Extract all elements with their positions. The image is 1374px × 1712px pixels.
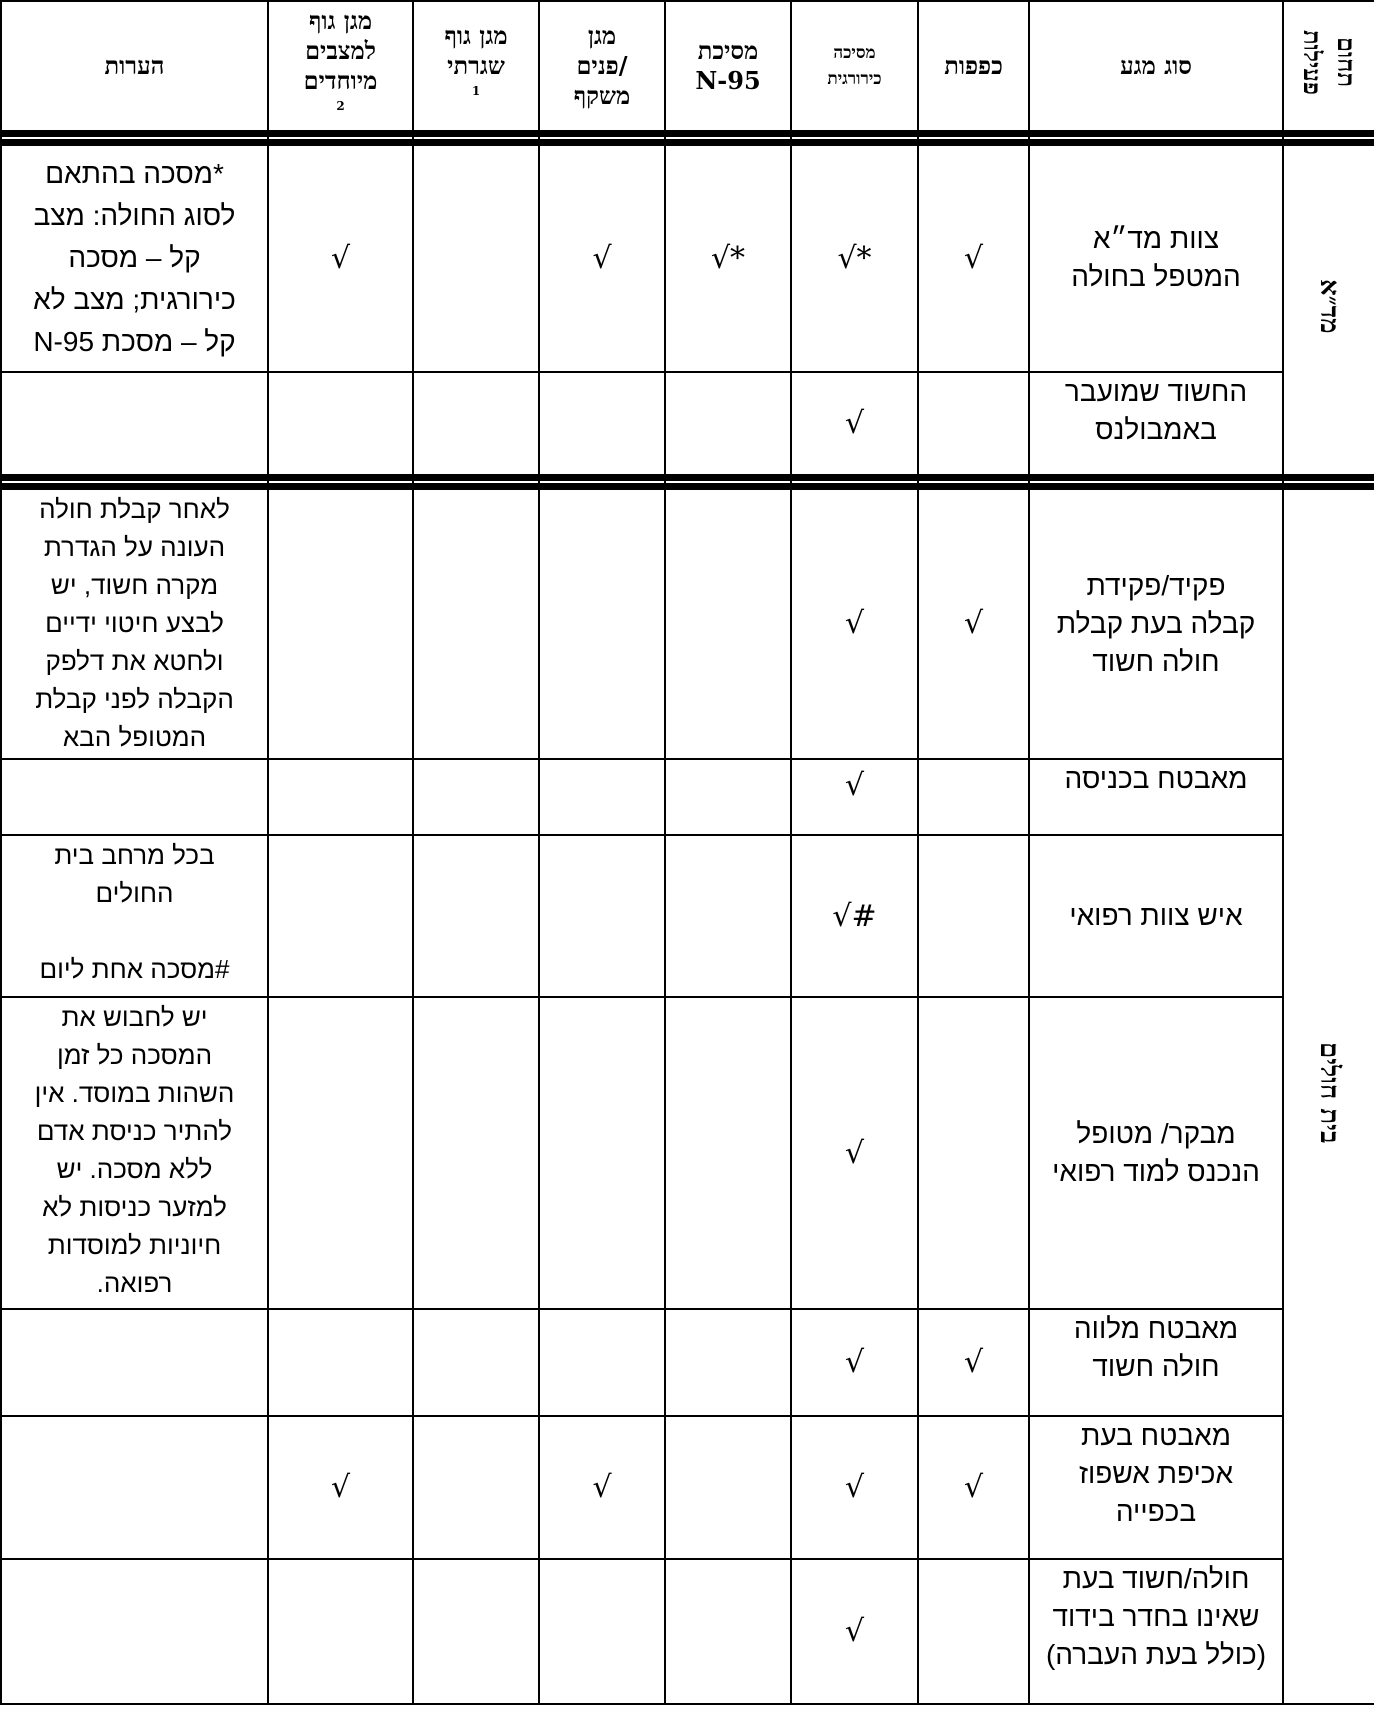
notes-cell [1,1416,268,1559]
table-row [1,142,1374,372]
notes-cell [1,759,268,835]
section-divider [1,133,1374,142]
header-row [1,1,1374,133]
gloves-cell: √ [918,1309,1029,1416]
surgical-mask-cell: √# [791,835,918,997]
face-shield-cell [539,997,665,1309]
n95-mask-cell [665,486,791,759]
domain-cell: בית חולים [1283,486,1374,1704]
surgical-mask-cell: √ [791,1309,918,1416]
contact-type-cell: צוות מד״א המטפל בחולה [1029,142,1283,372]
domain-header: תחום פעילות [1283,1,1374,133]
gown-regular-cell [413,142,539,372]
notes-cell: יש לחבוש את המסכה כל זמן השהות במוסד. אין להתיר כניסת אדם ללא מסכה. יש למזער כניסות לא חיוניות למוסדות רפואה. [1,997,268,1309]
surgical-mask-cell: √* [791,142,918,372]
face-shield-cell: √ [539,1416,665,1559]
gown-regular-cell [413,1416,539,1559]
footnote-marker: 1 [471,83,481,98]
table-row [1,997,1374,1309]
face-shield-cell [539,486,665,759]
gown-special-header: מגן גוף למצבים מיוחדים $^2$ [268,1,413,133]
surgical-mask-cell: √ [791,1416,918,1559]
face-shield-cell [539,1309,665,1416]
surgical-mask-cell: √ [791,1559,918,1704]
surgical-mask-cell: √ [791,997,918,1309]
face-shield-cell: √ [539,142,665,372]
gloves-cell: √ [918,486,1029,759]
gown-special-cell [268,1309,413,1416]
contact-type-cell: מאבטח בעת אכיפת אשפוז בכפייה [1029,1416,1283,1559]
surgical-mask-cell: √ [791,759,918,835]
table-row [1,835,1374,997]
n95-mask-cell [665,835,791,997]
n95-mask-cell [665,1559,791,1704]
notes-cell [1,1559,268,1704]
table-row [1,759,1374,835]
gown-regular-cell [413,372,539,477]
n95-mask-cell [665,1416,791,1559]
notes-cell: לאחר קבלת חולה העונה על הגדרת מקרה חשוד, יש לבצע חיטוי ידיים ולחטא את דלפק הקבלה לפני קבלת המטופל הבא [1,486,268,759]
gloves-cell: √ [918,1416,1029,1559]
face-shield-cell [539,759,665,835]
table-row [1,486,1374,759]
gown-special-cell: √ [268,1416,413,1559]
face-shield-header: מגן פנים/ משקף [539,1,665,133]
n95-mask-cell [665,1309,791,1416]
notes-cell [1,1309,268,1416]
surgical-mask-header: מסיכה כירורגית [791,1,918,133]
gown-special-cell [268,1559,413,1704]
gown-special-cell [268,997,413,1309]
table-row [1,372,1374,477]
face-shield-cell [539,372,665,477]
gown-regular-cell [413,1559,539,1704]
contact-type-cell: מאבטח מלווה חולה חשוד [1029,1309,1283,1416]
contact-type-cell: איש צוות רפואי [1029,835,1283,997]
n95-mask-header: מסיכת N-95 [665,1,791,133]
n95-mask-cell [665,372,791,477]
contact-type-cell: מבקר/ מטופל הנכנס למוד רפואי [1029,997,1283,1309]
table-row [1,1559,1374,1704]
gloves-cell [918,372,1029,477]
gloves-cell [918,997,1029,1309]
contact-type-cell: פקיד/פקידת קבלה בעת קבלת חולה חשוד [1029,486,1283,759]
surgical-mask-cell: √ [791,486,918,759]
contact-type-cell: מאבטח בכניסה [1029,759,1283,835]
gloves-cell [918,759,1029,835]
n95-mask-cell [665,759,791,835]
gown-regular-cell [413,759,539,835]
gown-special-cell [268,759,413,835]
contact-type-cell: החשוד שמועבר באמבולנס [1029,372,1283,477]
face-shield-cell [539,835,665,997]
gown-regular-cell [413,486,539,759]
gown-regular-cell [413,1309,539,1416]
gown-special-cell: √ [268,142,413,372]
surgical-mask-cell: √ [791,372,918,477]
gloves-cell [918,1559,1029,1704]
footnote-marker: 2 [336,98,345,113]
notes-cell [1,372,268,477]
table-row [1,1416,1374,1559]
gown-regular-cell [413,997,539,1309]
gown-special-cell [268,486,413,759]
gown-regular-cell [413,835,539,997]
section-divider [1,477,1374,486]
n95-mask-cell [665,997,791,1309]
gloves-cell [918,835,1029,997]
face-shield-cell [539,1559,665,1704]
gloves-header: כפפות [918,1,1029,133]
gown-regular-header: מגן גוף שגרתי $^1$ [413,1,539,133]
gown-special-cell [268,835,413,997]
table-row [1,1309,1374,1416]
domain-cell: מד״א [1283,142,1374,477]
notes-header: הערות [1,1,268,133]
n95-mask-cell: √* [665,142,791,372]
contact-type-cell: חולה/חשוד בעת שאינו בחדר בידוד (כולל בעת העברה) [1029,1559,1283,1704]
contact-type-header: סוג מגע [1029,1,1283,133]
gloves-cell: √ [918,142,1029,372]
gown-special-cell [268,372,413,477]
notes-cell: בכל מרחב בית החולים #מסכה אחת ליום [1,835,268,997]
notes-cell: *מסכה בהתאם לסוג החולה: מצב קל – מסכה כירורגית; מצב לא קל – מסכת N-95 [1,142,268,372]
